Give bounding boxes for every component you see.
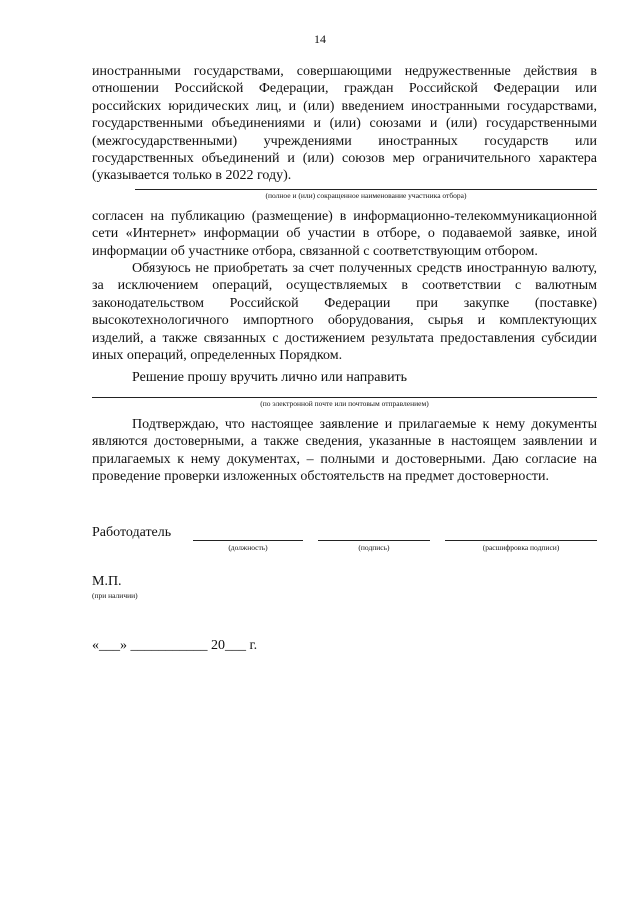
paragraph-currency-obligation: Обязуюсь не приобретать за счет полученных средств иностранную валюту, за исключением операций, осуществляемых в соответствии с валютным законодательством Российской Федерации при закупке (поставке) высокотехнологичного импортного оборудования, сырья и комплектующих изделий, а также связанных с достижением результата предоставления субсидии иных операций, определенных Порядком. xyxy=(92,261,597,364)
paragraph-confirmation: Подтверждаю, что настоящее заявление и прилагаемые к нему документы являются достоверными, а также сведения, указанные в настоящем заявлении и прилагаемых к нему документах, – полными и достоверными. Даю согласие на проведение проверки изложенных обстоятельств на предмет достоверности. xyxy=(92,417,597,485)
signature-line xyxy=(318,540,430,541)
stamp-note: (при наличии) xyxy=(92,591,138,600)
participant-name-line xyxy=(135,189,597,190)
paragraph-publication-consent: согласен на публикацию (размещение) в информационно-телекоммуникационной сети «Интернет» информации об участии в отборе, о подаваемой заявке, иной информации об участнике отбора, связанной с соответствующим отбором. xyxy=(92,209,597,259)
position-caption: (должность) xyxy=(228,543,268,552)
participant-name-caption: (полное и (или) сокращенное наименование участника отбора) xyxy=(265,191,467,200)
delivery-method-caption: (по электронной почте или почтовым отправлением) xyxy=(260,399,429,408)
position-line xyxy=(193,540,303,541)
paragraph-sanctions: иностранными государствами, совершающими недружественные действия в отношении Российской Федерации, граждан Российской Федерации или российских юридических лиц, и (или) введением иностранными государствами, государственными объединениями и (или) союзами и (или) государственными (межгосударственными) учреждениями иностранных государств или государственных объединений и (или) союзов мер ограничительного характера (указывается только в 2022 году). xyxy=(92,64,597,184)
employer-label: Работодатель xyxy=(92,525,172,540)
delivery-method-line xyxy=(92,397,597,398)
signature-caption: (подпись) xyxy=(358,543,390,552)
decoding-caption: (расшифровка подписи) xyxy=(482,543,560,552)
decoding-line xyxy=(445,540,597,541)
page-number: 14 xyxy=(314,32,326,46)
delivery-request-text: Решение прошу вручить лично или направить xyxy=(132,370,408,385)
date-line: «___» ___________ 20___ г. xyxy=(92,638,258,653)
stamp-label: М.П. xyxy=(92,574,122,589)
